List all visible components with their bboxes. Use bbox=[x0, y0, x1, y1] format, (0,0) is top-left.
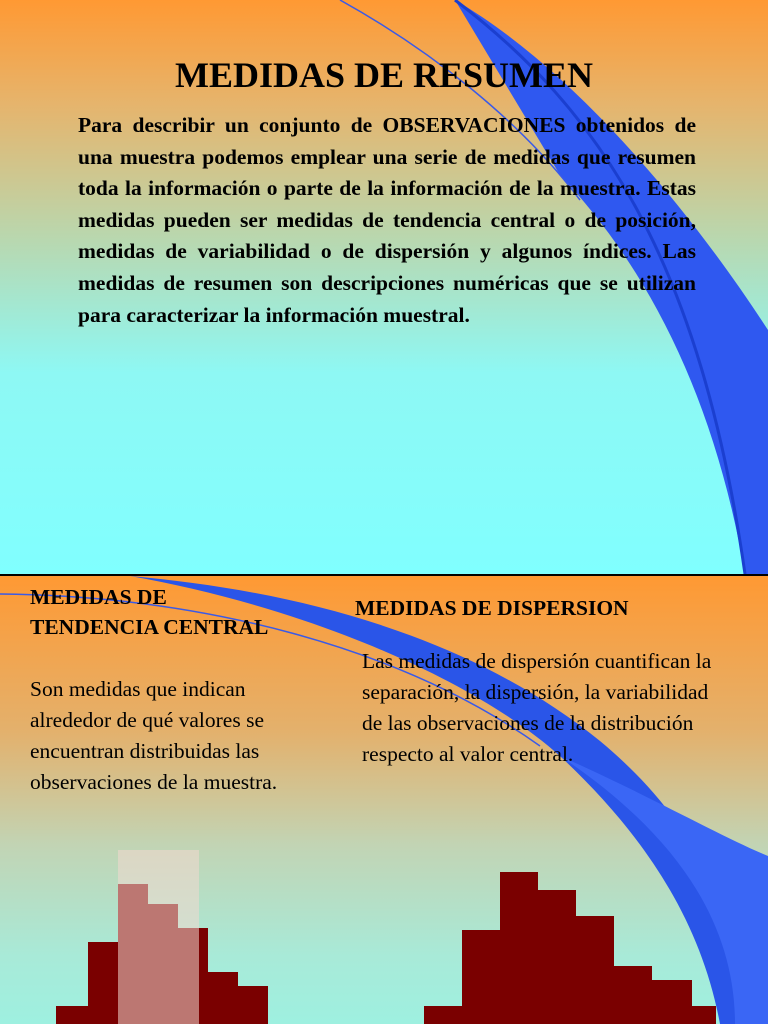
page-title: MEDIDAS DE RESUMEN bbox=[174, 55, 594, 95]
central-highlight-band bbox=[118, 850, 199, 1024]
right-hist-bar-4 bbox=[538, 890, 576, 1024]
slide-tendencia-y-dispersion bbox=[0, 576, 768, 1024]
right-hist-bar-8 bbox=[692, 1006, 716, 1024]
tendencia-central-description: Son medidas que indican alrededor de qué valores se encuentran distribuidas las observaciones de la muestra. bbox=[30, 677, 278, 794]
right-hist-bar-7 bbox=[652, 980, 692, 1024]
left-hist-bar-2 bbox=[88, 942, 120, 1024]
tendencia-central-heading: MEDIDAS DE TENDENCIA CENTRAL bbox=[30, 585, 269, 639]
right-hist-bar-1 bbox=[424, 1006, 462, 1024]
left-hist-bar-1 bbox=[56, 1006, 88, 1024]
right-hist-bar-2 bbox=[462, 930, 500, 1024]
dispersion-description: Las medidas de dispersión cuantifican la separación, la dispersión, la variabilidad de las observaciones de la distribución respecto al valor central. bbox=[362, 649, 712, 766]
histogram-illustrations bbox=[0, 576, 768, 1024]
left-hist-bar-6 bbox=[208, 972, 238, 1024]
intro-paragraph: Para describir un conjunto de OBSERVACIONES obtenidos de una muestra podemos emplear una serie de medidas que resumen toda la información o parte de la información de la muestra. Estas medidas pueden ser medidas de tendencia central o de posición, medidas de variabilidad o de dispersión y algunos índices. Las medidas de resumen son descripciones numéricas que se utilizan para caracterizar la información muestral. bbox=[78, 113, 696, 327]
right-hist-bar-3 bbox=[500, 872, 538, 1024]
right-hist-bar-5 bbox=[576, 916, 614, 1024]
left-hist-bar-7 bbox=[238, 986, 268, 1024]
right-hist-bar-6 bbox=[614, 966, 652, 1024]
dispersion-heading: MEDIDAS DE DISPERSION bbox=[355, 596, 629, 620]
